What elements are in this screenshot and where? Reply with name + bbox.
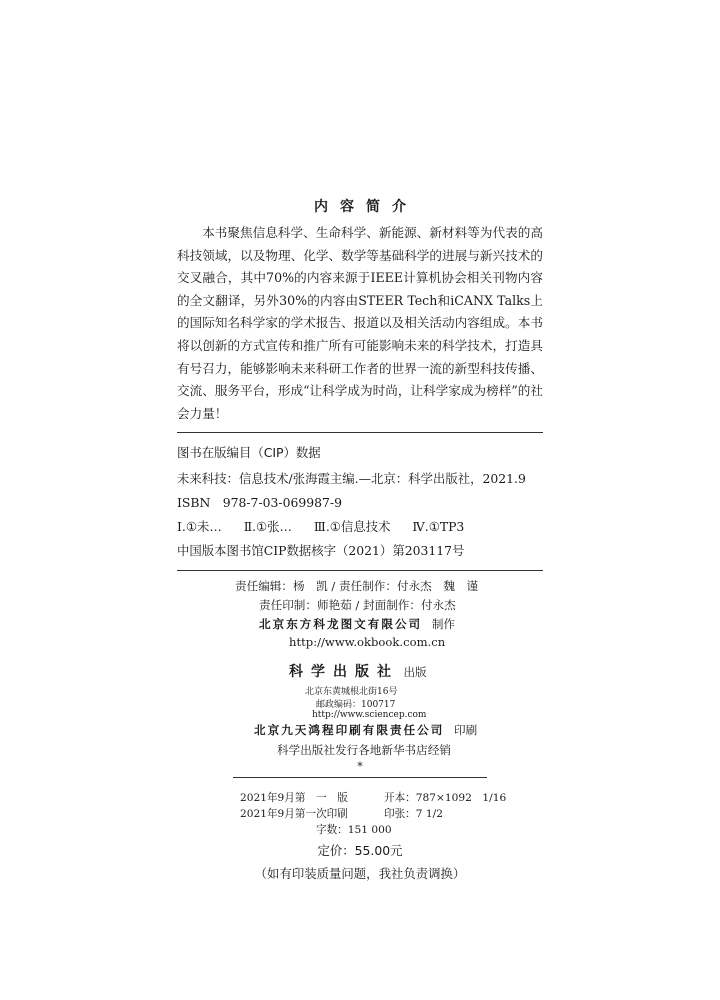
credits-publisher <box>289 661 427 681</box>
printer-role: 印刷 <box>454 723 478 737</box>
producer-url: http://www.okbook.com.cn <box>289 635 446 649</box>
divider-top <box>177 432 543 433</box>
credits-printing: 责任印制：师艳茹 / 封面制作：付永杰 <box>259 598 456 612</box>
imprint-edition: 2021年9月第 一 版 <box>240 792 348 804</box>
distributor: 科学出版社发行各地新华书店经销 <box>277 743 451 757</box>
publisher-name: 科学出版社 <box>289 664 399 680</box>
quality-note: （如有印装质量问题，我社负责调换） <box>254 866 466 881</box>
cip-number: 中国版本图书馆CIP数据核字（2021）第203117号 <box>177 543 465 558</box>
intro-title: 内容简介 <box>314 199 418 215</box>
publisher-role: 出版 <box>403 665 427 679</box>
publisher-url: http://www.sciencep.com <box>312 710 427 720</box>
cip-subject: Ⅰ.①未… <box>177 519 222 534</box>
cip-heading: 图书在版编目（CIP）数据 <box>177 445 321 460</box>
price: 定价：55.00元 <box>317 843 403 858</box>
cip-subject: Ⅱ.①张… <box>243 519 292 534</box>
printer-name: 北京九天鸿程印刷有限责任公司 <box>254 723 445 737</box>
imprint-sheets: 印张：7 1/2 <box>384 808 443 820</box>
cip-subjects <box>177 517 543 535</box>
producer-name: 北京东方科龙图文有限公司 <box>259 617 423 631</box>
publisher-postcode: 邮政编码：100717 <box>316 700 396 710</box>
cip-subject: Ⅲ.①信息技术 <box>313 519 391 534</box>
producer-role: 制作 <box>431 617 456 631</box>
credits-editors: 责任编辑：杨 凯 / 责任制作：付永杰 魏 谨 <box>235 579 479 593</box>
cip-isbn: ISBN 978-7-03-069987-9 <box>177 495 342 510</box>
separator-star: * <box>357 760 363 773</box>
divider-bottom <box>233 777 487 778</box>
cip-subject: Ⅳ.①TP3 <box>412 519 465 534</box>
publisher-address: 北京东黄城根北街16号 <box>305 687 398 697</box>
divider-middle <box>177 570 543 571</box>
cip-title-line: 未来科技：信息技术/张海霞主编.—北京：科学出版社，2021.9 <box>177 471 526 486</box>
imprint-words: 字数：151 000 <box>316 824 392 836</box>
imprint-printing: 2021年9月第一次印刷 <box>240 808 348 820</box>
credits-producer <box>259 616 455 632</box>
intro-body: 本书聚焦信息科学、生命科学、新能源、新材料等为代表的高科技领域，以及物理、化学、数学等基础科学的进展与新兴技术的交叉融合，其中70%的内容来源于IEEE计算机协会相关刊物内容的全文翻译，另外30%的内容由STEER Tech和iCANX Talks上的国际知名科学家的学术报告、报道以及相关活动内容组成。本书将以创新的方式宣传和推广所有可能影响未来的科学技术，打造具有号召力，能够影响未来科研工作者的世界一流的新型科技传播、交流、服务平台，形成“让科学成为时尚，让科学家成为榜样”的社会力量！ <box>177 225 543 421</box>
credits-printer <box>254 722 477 738</box>
imprint-format: 开本：787×1092 1/16 <box>384 792 507 804</box>
